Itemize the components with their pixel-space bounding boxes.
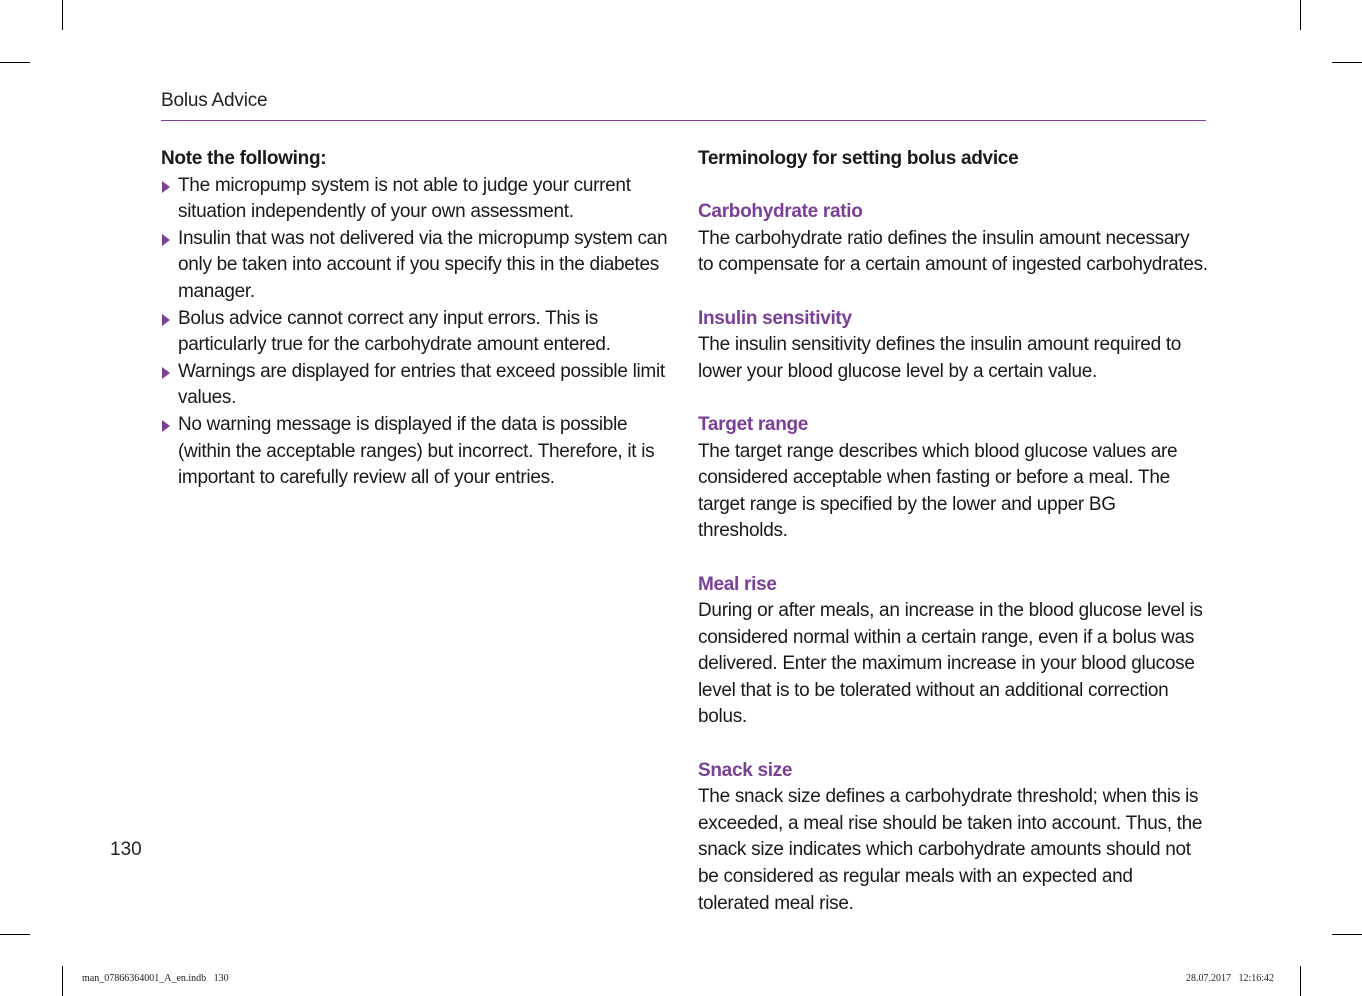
- term-snack-size: [698, 758, 1208, 918]
- crop-mark-top-left: [62, 0, 63, 30]
- list-item-text: No warning message is displayed if the data is possible (within the acceptable ranges) but incorrect. Therefore, it is important to carefully review all of your entries.: [178, 413, 655, 489]
- list-item-text: Warnings are displayed for entries that exceed possible limit values.: [178, 360, 665, 409]
- triangle-bullet-icon: [162, 181, 170, 193]
- term-definition: The insulin sensitivity defines the insulin amount required to lower your blood glucose level by a certain value.: [698, 334, 1182, 382]
- term-title: Meal rise: [698, 573, 777, 595]
- triangle-bullet-icon: [162, 420, 170, 432]
- list-item: [161, 173, 671, 226]
- term-title: Carbohydrate ratio: [698, 201, 863, 223]
- note-list: [161, 173, 671, 492]
- terminology-heading: Terminology for setting bolus advice: [698, 148, 1019, 169]
- crop-mark-top-left-h: [0, 62, 30, 63]
- footer-timestamp: 28.07.2017 12:16:42: [1185, 973, 1274, 984]
- term-meal-rise: [698, 572, 1208, 732]
- list-item-text: Insulin that was not delivered via the micropump system can only be taken into account if you specify this in the diabetes manager.: [178, 227, 668, 302]
- term-title: Snack size: [698, 759, 793, 781]
- term-definition: The carbohydrate ratio defines the insulin amount necessary to compensate for a certain amount of ingested carbohydrates.: [698, 227, 1208, 276]
- crop-mark-bottom-left-h: [0, 934, 30, 935]
- crop-mark-bottom-right: [1300, 966, 1301, 996]
- list-item-text: The micropump system is not able to judge your current situation independently of your own assessment.: [178, 174, 631, 223]
- crop-mark-bottom-right-h: [1332, 934, 1362, 935]
- list-item-text: Bolus advice cannot correct any input errors. This is particularly true for the carbohydrate amount entered.: [178, 307, 611, 356]
- term-definition: During or after meals, an increase in the blood glucose level is considered normal within a certain range, even if a bolus was delivered. Enter the maximum increase in your blood glucose level that is to be tolerated without an additional correction bolus.: [698, 600, 1203, 728]
- page-number: 130: [110, 839, 142, 860]
- right-column: [698, 146, 1208, 917]
- triangle-bullet-icon: [162, 367, 170, 379]
- list-item: [161, 359, 671, 412]
- term-insulin-sensitivity: [698, 306, 1208, 386]
- term-definition: The snack size defines a carbohydrate threshold; when this is exceeded, a meal rise should be taken into account. Thus, the snack size indicates which carbohydrate amounts should not be considered as regular meals with an expected and tolerated meal rise.: [698, 786, 1203, 914]
- list-item: [161, 226, 671, 306]
- crop-mark-bottom-left: [62, 966, 63, 996]
- list-item: [161, 306, 671, 359]
- term-title: Insulin sensitivity: [698, 307, 852, 329]
- list-item: [161, 412, 671, 492]
- triangle-bullet-icon: [162, 314, 170, 326]
- header-rule: [161, 120, 1206, 121]
- term-carbohydrate-ratio: [698, 199, 1208, 279]
- footer-file-name: man_07866364001_A_en.indb 130: [82, 973, 229, 984]
- crop-mark-top-right: [1300, 0, 1301, 30]
- term-title: Target range: [698, 413, 809, 435]
- triangle-bullet-icon: [162, 234, 170, 246]
- left-column: [161, 146, 671, 492]
- term-definition: The target range describes which blood glucose values are considered acceptable when fasting or before a meal. The target range is specified by the lower and upper BG thresholds.: [698, 440, 1178, 542]
- running-header: Bolus Advice: [161, 90, 268, 111]
- note-heading: Note the following:: [161, 148, 327, 169]
- term-target-range: [698, 412, 1208, 545]
- crop-mark-top-right-h: [1332, 62, 1362, 63]
